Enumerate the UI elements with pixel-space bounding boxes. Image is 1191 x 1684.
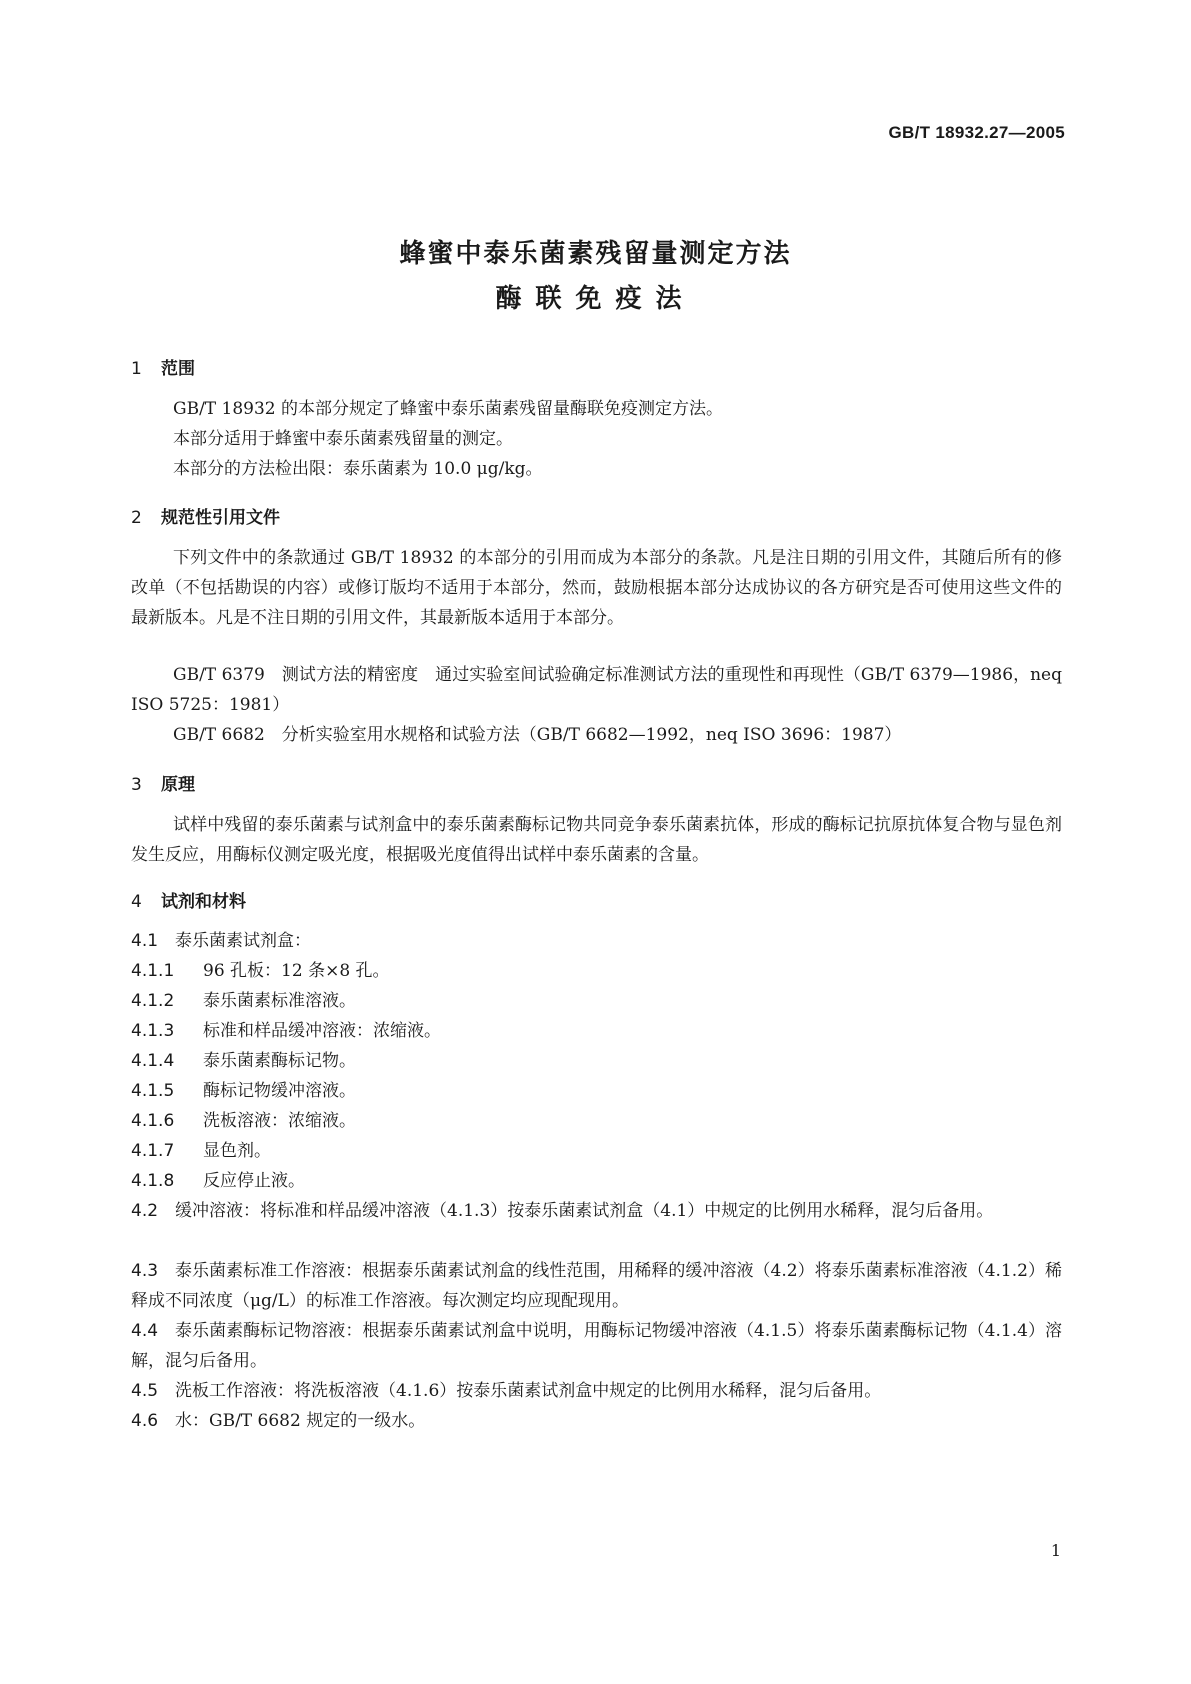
section-number: 4 xyxy=(131,892,142,912)
item-number: 4.1.4 xyxy=(131,1051,175,1071)
list-item xyxy=(131,1316,1062,1376)
item-number: 4.6 xyxy=(131,1411,159,1431)
item-number: 4.3 xyxy=(131,1261,159,1281)
list-item xyxy=(131,1166,1062,1196)
section-title: 试剂和材料 xyxy=(161,892,246,912)
page-number: 1 xyxy=(1050,1541,1061,1560)
item-number: 4.2 xyxy=(131,1201,159,1221)
item-text: 96 孔板：12 条×8 孔。 xyxy=(203,961,390,981)
document-subtitle: 酶联免疫法 xyxy=(495,284,696,314)
list-item xyxy=(131,1406,1062,1436)
list-item xyxy=(131,956,1062,986)
item-number: 4.1.5 xyxy=(131,1081,175,1101)
section-title: 原理 xyxy=(161,775,195,795)
list-item xyxy=(131,1016,1062,1046)
item-text: 泰乐菌素标准溶液。 xyxy=(203,991,356,1011)
section-heading-normative-references xyxy=(131,503,280,528)
list-item xyxy=(131,1076,1062,1106)
paragraph: GB/T 18932 的本部分规定了蜂蜜中泰乐菌素残留量酶联免疫测定方法。 xyxy=(173,399,724,419)
item-text: 泰乐菌素标准工作溶液：根据泰乐菌素试剂盒的线性范围，用稀释的缓冲溶液（4.2）将泰乐菌素标准溶液（4.1.2）稀释成不同浓度（μg/L）的标准工作溶液。每次测定均应现配现用。 xyxy=(131,1261,1062,1311)
section-title: 规范性引用文件 xyxy=(161,508,280,528)
list-item xyxy=(131,1256,1062,1316)
list-item xyxy=(131,1136,1062,1166)
paragraph: 本部分适用于蜂蜜中泰乐菌素残留量的测定。 xyxy=(173,429,513,449)
list-item xyxy=(131,986,1062,1016)
item-text: 反应停止液。 xyxy=(203,1171,305,1191)
list-item xyxy=(131,1196,1062,1226)
item-number: 4.1.3 xyxy=(131,1021,175,1041)
item-number: 4.1.2 xyxy=(131,991,175,1011)
item-text: 标准和样品缓冲溶液：浓缩液。 xyxy=(203,1021,441,1041)
list-item xyxy=(131,1106,1062,1136)
section-title: 范围 xyxy=(161,359,195,379)
item-text: 缓冲溶液：将标准和样品缓冲溶液（4.1.3）按泰乐菌素试剂盒（4.1）中规定的比例用水稀释，混匀后备用。 xyxy=(175,1201,994,1221)
paragraph: 试样中残留的泰乐菌素与试剂盒中的泰乐菌素酶标记物共同竞争泰乐菌素抗体，形成的酶标记抗原抗体复合物与显色剂发生反应，用酶标仪测定吸光度，根据吸光度值得出试样中泰乐菌素的含量。 xyxy=(131,815,1062,865)
document-title: 蜂蜜中泰乐菌素残留量测定方法 xyxy=(399,239,792,269)
paragraph: 本部分的方法检出限：泰乐菌素为 10.0 μg/kg。 xyxy=(173,459,543,479)
item-text: 洗板溶液：浓缩液。 xyxy=(203,1111,356,1131)
item-number: 4.1 xyxy=(131,931,159,951)
section-number: 3 xyxy=(131,775,142,795)
item-text: 水：GB/T 6682 规定的一级水。 xyxy=(175,1411,426,1431)
item-number: 4.1.7 xyxy=(131,1141,175,1161)
section-heading-scope xyxy=(131,354,195,379)
item-text: 显色剂。 xyxy=(203,1141,271,1161)
section-heading-reagents xyxy=(131,887,246,912)
item-text: 泰乐菌素酶标记物溶液：根据泰乐菌素试剂盒中说明，用酶标记物缓冲溶液（4.1.5）将泰乐菌素酶标记物（4.1.4）溶解，混匀后备用。 xyxy=(131,1321,1062,1371)
item-text: 酶标记物缓冲溶液。 xyxy=(203,1081,356,1101)
item-number: 4.1.6 xyxy=(131,1111,175,1131)
standard-code: GB/T 18932.27—2005 xyxy=(888,123,1065,142)
item-number: 4.1.1 xyxy=(131,961,175,981)
list-item xyxy=(131,1376,1062,1406)
section-heading-principle xyxy=(131,770,195,795)
item-number: 4.1.8 xyxy=(131,1171,175,1191)
item-text: 洗板工作溶液：将洗板溶液（4.1.6）按泰乐菌素试剂盒中规定的比例用水稀释，混匀后备用。 xyxy=(175,1381,882,1401)
section-number: 1 xyxy=(131,359,142,379)
item-number: 4.5 xyxy=(131,1381,159,1401)
reference-entry: GB/T 6379 测试方法的精密度 通过实验室间试验确定标准测试方法的重现性和再现性（GB/T 6379—1986，neq ISO 5725：1981） xyxy=(131,665,1062,715)
item-text: 泰乐菌素酶标记物。 xyxy=(203,1051,356,1071)
item-number: 4.4 xyxy=(131,1321,159,1341)
section-number: 2 xyxy=(131,508,142,528)
item-text: 泰乐菌素试剂盒： xyxy=(175,931,311,951)
list-item xyxy=(131,926,1062,956)
reference-entry: GB/T 6682 分析实验室用水规格和试验方法（GB/T 6682—1992，neq ISO 3696：1987） xyxy=(173,725,902,745)
paragraph: 下列文件中的条款通过 GB/T 18932 的本部分的引用而成为本部分的条款。凡是注日期的引用文件，其随后所有的修改单（不包括勘误的内容）或修订版均不适用于本部分，然而，鼓励根据本部分达成协议的各方研究是否可使用这些文件的最新版本。凡是不注日期的引用文件，其最新版本适用于本部分。 xyxy=(131,548,1062,628)
list-item xyxy=(131,1046,1062,1076)
